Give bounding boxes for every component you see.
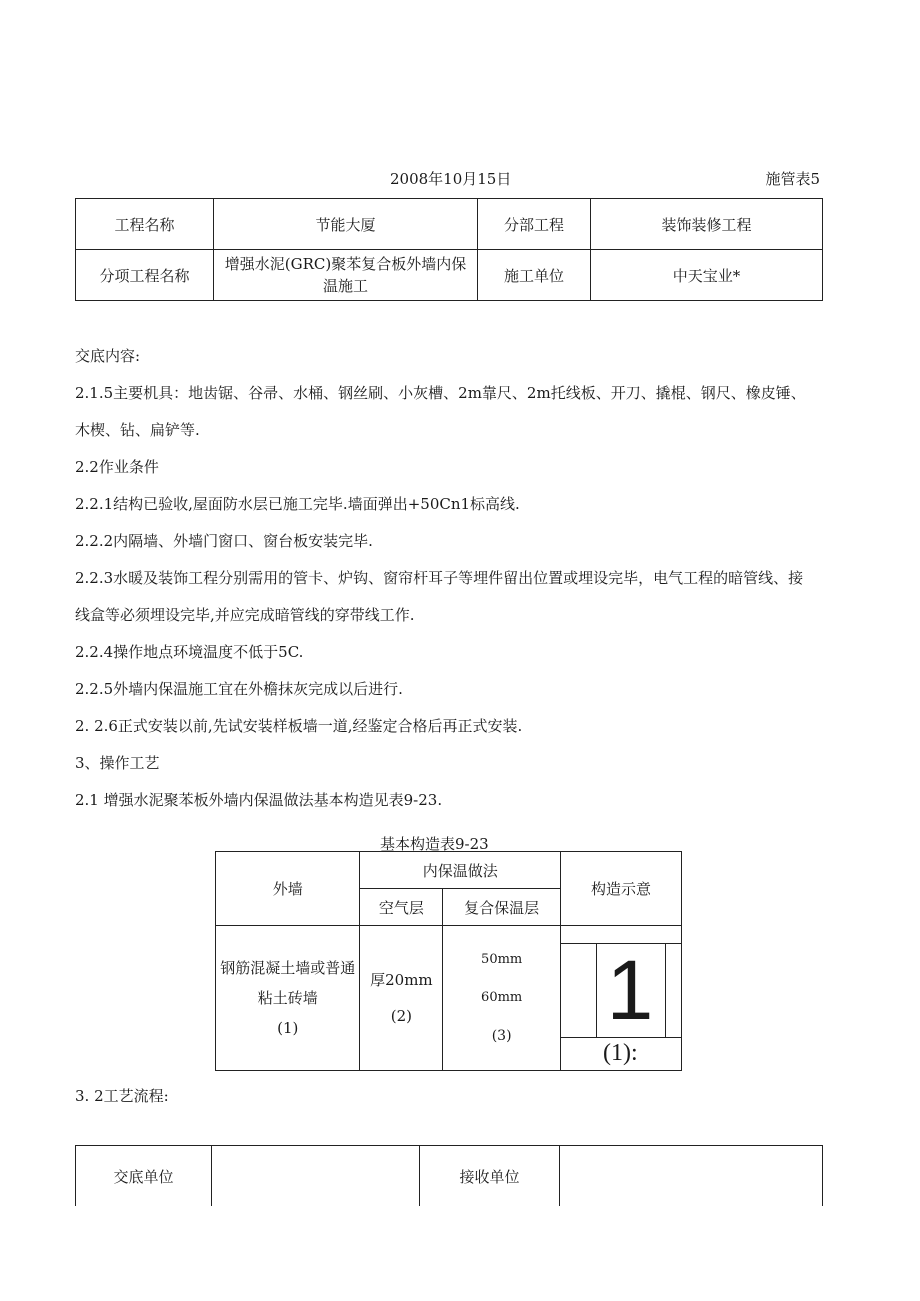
col-diagram-header: 构造示意: [560, 852, 681, 926]
receiver-value: [560, 1146, 823, 1207]
construction-diagram: [561, 926, 681, 1070]
content-line: 2.2.1结构已验收,屋面防水层已施工完毕.墙面弹出+50Cn1标高线.: [75, 495, 520, 513]
construction-table: [215, 851, 682, 1071]
form-number: 施管表5: [765, 170, 820, 188]
content-line: 线盒等必须埋设完毕,并应完成暗管线的穿带线工作.: [75, 606, 415, 624]
subitem-value: 增强水泥(GRC)聚苯复合板外墙内保温施工: [214, 250, 478, 301]
content-heading: 交底内容:: [75, 347, 141, 365]
col-method-header: 内保温做法: [360, 852, 561, 889]
col-wall-header: 外墙: [216, 852, 360, 926]
project-info-table: [75, 198, 823, 301]
wall-cell: 钢筋混凝土墙或普通 粘土砖墙 (1): [216, 926, 360, 1071]
project-name-label: 工程名称: [76, 199, 214, 250]
contractor-value: 中天宝业*: [591, 250, 823, 301]
contractor-label: 施工单位: [478, 250, 591, 301]
content-line: 2.1.5主要机具：地齿锯、谷帚、水桶、钢丝刷、小灰槽、2m靠尺、2m托线板、开刀、撬棍、钢尺、橡皮锤、: [75, 384, 806, 402]
document-date: 2008年10月15日: [390, 170, 512, 188]
content-line: 2.2.5外墙内保温施工宜在外檐抹灰完成以后进行.: [75, 680, 403, 698]
issuer-label: 交底单位: [76, 1146, 212, 1207]
table-row: [76, 250, 823, 301]
table-row: [76, 1146, 823, 1207]
diagram-cell: [560, 926, 681, 1071]
content-line: 2.2作业条件: [75, 458, 159, 476]
table-caption: 基本构造表9-23: [380, 835, 489, 853]
content-line: 2. 2.6正式安装以前,先试安装样板墙一道,经鉴定合格后再正式安装.: [75, 717, 523, 735]
diagram-number: 1: [606, 943, 654, 1037]
content-line: 2.1 增强水泥聚苯板外墙内保温做法基本构造见表9-23.: [75, 791, 443, 809]
composite-layer-cell: 50mm 60mm (3): [443, 926, 561, 1071]
content-line: 木楔、钻、扁铲等.: [75, 421, 200, 439]
diagram-label: (1):: [602, 1040, 638, 1066]
section-heading: 3、操作工艺: [75, 754, 160, 772]
table-row: [216, 852, 682, 889]
table-row: [216, 926, 682, 1071]
air-layer-cell: 厚20mm (2): [360, 926, 443, 1071]
process-heading: 3. 2工艺流程:: [75, 1087, 169, 1105]
subitem-label: 分项工程名称: [76, 250, 214, 301]
col-air-header: 空气层: [360, 889, 443, 926]
table-row: [76, 199, 823, 250]
division-label: 分部工程: [478, 199, 591, 250]
col-comp-header: 复合保温层: [443, 889, 561, 926]
issuer-value: [212, 1146, 420, 1207]
project-name-value: 节能大厦: [214, 199, 478, 250]
content-line: 2.2.2内隔墙、外墙门窗口、窗台板安装完毕.: [75, 532, 373, 550]
content-line: 2.2.4操作地点环境温度不低于5C.: [75, 643, 304, 661]
content-line: 2.2.3水暖及装饰工程分别需用的管卡、炉钩、窗帘杆耳子等埋件留出位置或埋设完毕，电气工程的暗管线、接: [75, 569, 804, 587]
handover-table: [75, 1145, 823, 1206]
division-value: 装饰装修工程: [591, 199, 823, 250]
receiver-label: 接收单位: [420, 1146, 560, 1207]
